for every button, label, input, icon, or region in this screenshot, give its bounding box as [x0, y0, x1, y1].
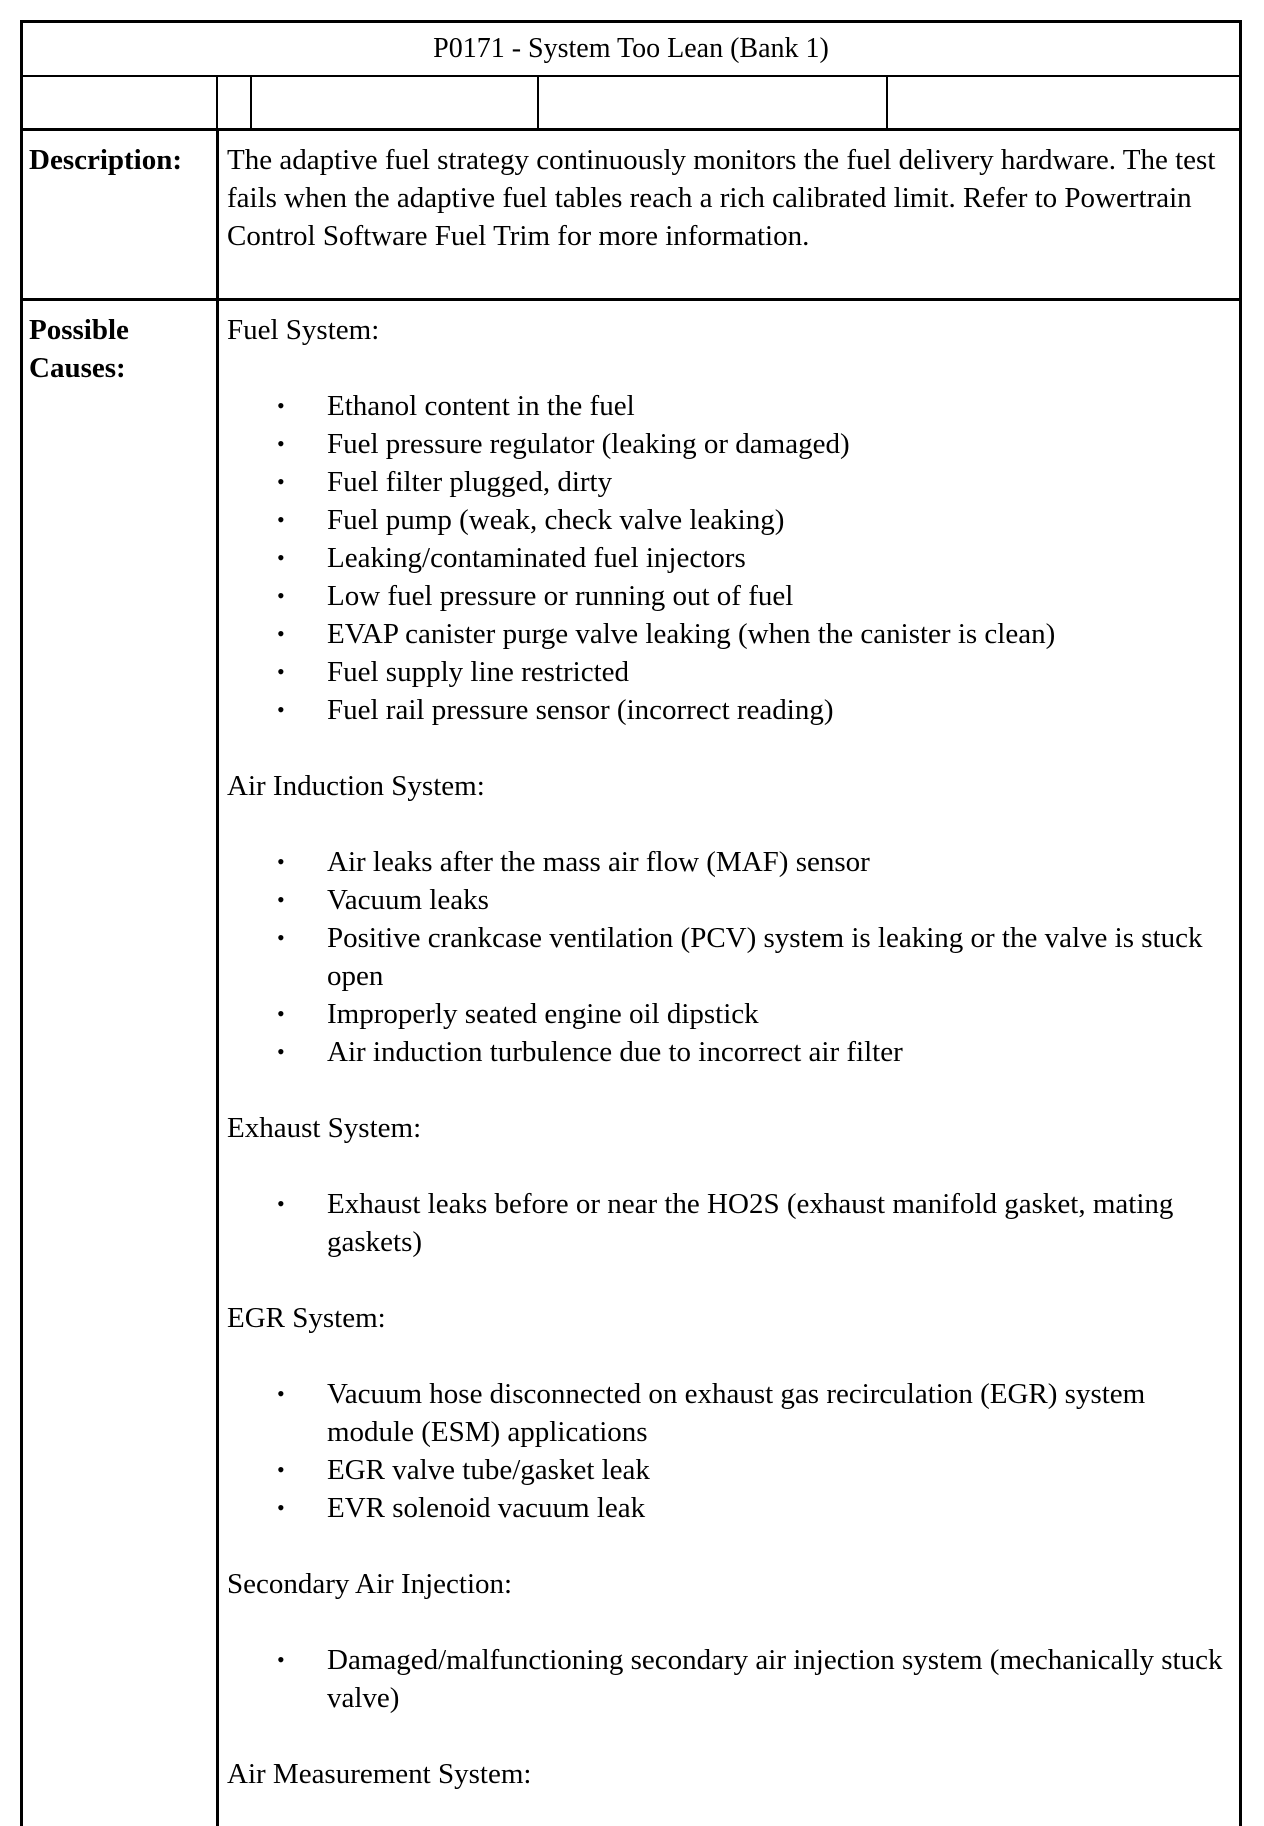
cause-list-item [277, 653, 1231, 691]
cause-section-title: EGR System: [227, 1302, 386, 1334]
cause-text: EVAP canister purge valve leaking (when the canister is clean) [327, 618, 1056, 650]
bullet-icon: • [277, 925, 285, 950]
cause-list-item [277, 539, 1231, 577]
cause-text: Fuel pump (weak, check valve leaking) [327, 504, 785, 536]
cause-text: Fuel supply line restricted [327, 656, 630, 688]
cause-section-title: Exhaust System: [227, 1112, 422, 1144]
bullet-icon: • [277, 1647, 285, 1672]
bullet-icon: • [277, 1001, 285, 1026]
cause-text: Improperly seated engine oil dipstick [327, 998, 759, 1030]
bullet-icon: • [277, 393, 285, 418]
possible-causes-content [219, 301, 1239, 1826]
column-divider [537, 77, 539, 128]
cause-text: Air induction turbulence due to incorrect air filter [327, 1036, 903, 1068]
cause-text: Air leaks after the mass air flow (MAF) sensor [327, 846, 870, 878]
column-divider [216, 77, 218, 128]
cause-list-item [277, 843, 1231, 881]
bullet-icon: • [277, 887, 285, 912]
cause-text: Leaking/contaminated fuel injectors [327, 542, 746, 574]
bullet-icon: • [277, 545, 285, 570]
cause-text: Fuel filter plugged, dirty [327, 466, 613, 498]
cause-list-item [277, 463, 1231, 501]
cause-text: Vacuum leaks [327, 884, 489, 916]
description-row [23, 131, 1239, 301]
cause-list-item [277, 995, 1231, 1033]
cause-text: Damaged/malfunctioning secondary air injection system (mechanically stuck valve) [327, 1644, 1223, 1714]
cause-list [227, 1185, 1231, 1261]
cause-list [227, 1375, 1231, 1527]
cause-text: EGR valve tube/gasket leak [327, 1454, 650, 1486]
bullet-icon: • [277, 621, 285, 646]
dtc-table [20, 20, 1242, 1826]
description-text: The adaptive fuel strategy continuously monitors the fuel delivery hardware. The test fails when the adaptive fuel tables reach a rich calibrated limit. Refer to Powertrain Control Software Fuel Trim for more information. [227, 144, 1216, 252]
dtc-title: P0171 - System Too Lean (Bank 1) [23, 23, 1239, 77]
cause-list-item [277, 881, 1231, 919]
cause-list-item [277, 577, 1231, 615]
bullet-icon: • [277, 1457, 285, 1482]
cause-list-item [277, 1489, 1231, 1527]
possible-causes-label: Possible Causes: [23, 301, 219, 1826]
bullet-icon: • [277, 507, 285, 532]
bullet-icon: • [277, 849, 285, 874]
cause-list-item [277, 615, 1231, 653]
cause-text: Positive crankcase ventilation (PCV) system is leaking or the valve is stuck open [327, 922, 1203, 992]
column-divider [886, 77, 888, 128]
cause-list-item [277, 425, 1231, 463]
column-divider [250, 77, 252, 128]
blank-spacer-row [23, 77, 1239, 131]
cause-list-item [277, 1641, 1231, 1717]
cause-text: Exhaust leaks before or near the HO2S (exhaust manifold gasket, mating gaskets) [327, 1188, 1174, 1258]
bullet-icon: • [277, 659, 285, 684]
cause-list [227, 387, 1231, 729]
cause-text: Vacuum hose disconnected on exhaust gas recirculation (EGR) system module (ESM) applications [327, 1378, 1146, 1448]
cause-text: Fuel rail pressure sensor (incorrect reading) [327, 694, 834, 726]
cause-list-item [277, 1185, 1231, 1261]
cause-text: Ethanol content in the fuel [327, 390, 635, 422]
cause-list-item [277, 387, 1231, 425]
bullet-icon: • [277, 583, 285, 608]
description-label: Description: [23, 131, 219, 298]
cause-list [227, 1641, 1231, 1717]
cause-section-title: Air Measurement System: [227, 1758, 532, 1790]
cause-list-item [277, 691, 1231, 729]
cause-section-title: Air Induction System: [227, 770, 485, 802]
cause-list-item [277, 1033, 1231, 1071]
cause-list-item [277, 501, 1231, 539]
cause-text: Low fuel pressure or running out of fuel [327, 580, 794, 612]
cause-section-title: Secondary Air Injection: [227, 1568, 513, 1600]
bullet-icon: • [277, 1495, 285, 1520]
cause-text: EVR solenoid vacuum leak [327, 1492, 646, 1524]
bullet-icon: • [277, 431, 285, 456]
bullet-icon: • [277, 1381, 285, 1406]
cause-section-title: Fuel System: [227, 314, 380, 346]
cause-list [227, 843, 1231, 1071]
cause-text: Fuel pressure regulator (leaking or damaged) [327, 428, 850, 460]
cause-list-item [277, 1451, 1231, 1489]
bullet-icon: • [277, 1039, 285, 1064]
cause-list-item [277, 1375, 1231, 1451]
bullet-icon: • [277, 1191, 285, 1216]
bullet-icon: • [277, 697, 285, 722]
possible-causes-row [23, 301, 1239, 1826]
bullet-icon: • [277, 469, 285, 494]
cause-list-item [277, 919, 1231, 995]
